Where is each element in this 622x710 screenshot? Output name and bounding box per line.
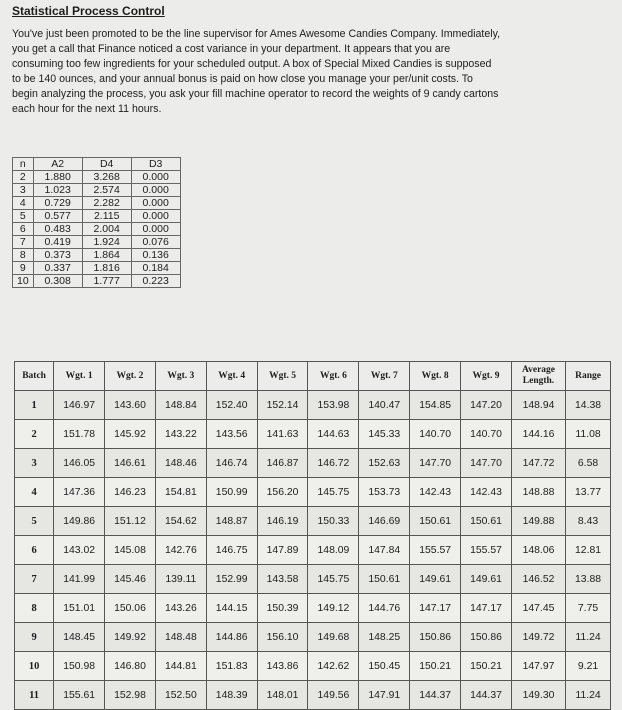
- batch-value-cell: 142.43: [410, 478, 461, 507]
- constants-cell: 5: [13, 210, 34, 223]
- constants-cell: 0.373: [33, 249, 82, 262]
- constants-row: [13, 197, 181, 210]
- batch-value-cell: 153.98: [308, 391, 359, 420]
- batch-value-cell: 148.45: [54, 623, 105, 652]
- batch-value-cell: 147.17: [461, 594, 512, 623]
- batch-number-cell: 4: [15, 478, 54, 507]
- batch-number-cell: 11: [15, 681, 54, 710]
- constants-cell: 0.308: [33, 275, 82, 288]
- batch-value-cell: 148.87: [206, 507, 257, 536]
- constants-cell: 0.577: [33, 210, 82, 223]
- batch-number-cell: 1: [15, 391, 54, 420]
- constants-cell: 2.282: [82, 197, 131, 210]
- constants-header-row: [13, 158, 181, 171]
- batch-value-cell: 151.01: [54, 594, 105, 623]
- batch-value-cell: 146.19: [257, 507, 308, 536]
- constants-cell: 7: [13, 236, 34, 249]
- batch-value-cell: 154.81: [155, 478, 206, 507]
- batch-value-cell: 144.15: [206, 594, 257, 623]
- batch-value-cell: 156.20: [257, 478, 308, 507]
- control-chart-constants-table: [12, 157, 181, 288]
- batch-value-cell: 150.61: [359, 565, 410, 594]
- batch-value-cell: 152.14: [257, 391, 308, 420]
- batch-number-cell: 5: [15, 507, 54, 536]
- batch-row: [15, 681, 611, 710]
- constants-cell: 9: [13, 262, 34, 275]
- batch-value-cell: 147.20: [461, 391, 512, 420]
- batch-value-cell: 147.45: [511, 594, 565, 623]
- batch-header-cell: Wgt. 1: [54, 362, 105, 391]
- batch-number-cell: 2: [15, 420, 54, 449]
- batch-header-cell: Average Length.: [511, 362, 565, 391]
- batch-value-cell: 143.86: [257, 652, 308, 681]
- batch-number-cell: 9: [15, 623, 54, 652]
- batch-value-cell: 143.60: [105, 391, 156, 420]
- batch-header-cell: Wgt. 6: [308, 362, 359, 391]
- batch-value-cell: 141.63: [257, 420, 308, 449]
- constants-row: [13, 184, 181, 197]
- batch-value-cell: 144.81: [155, 652, 206, 681]
- batch-header-cell: Wgt. 7: [359, 362, 410, 391]
- batch-number-cell: 6: [15, 536, 54, 565]
- batch-value-cell: 147.91: [359, 681, 410, 710]
- batch-value-cell: 151.78: [54, 420, 105, 449]
- batch-value-cell: 147.84: [359, 536, 410, 565]
- batch-value-cell: 146.80: [105, 652, 156, 681]
- batch-value-cell: 140.70: [461, 420, 512, 449]
- batch-value-cell: 151.12: [105, 507, 156, 536]
- batch-value-cell: 147.89: [257, 536, 308, 565]
- batch-value-cell: 148.25: [359, 623, 410, 652]
- intro-paragraph: [12, 27, 612, 117]
- constants-cell: 10: [13, 275, 34, 288]
- batch-value-cell: 144.16: [511, 420, 565, 449]
- constants-cell: 2: [13, 171, 34, 184]
- page-title: Statistical Process Control: [12, 4, 165, 18]
- batch-value-cell: 150.33: [308, 507, 359, 536]
- batch-value-cell: 145.75: [308, 565, 359, 594]
- batch-value-cell: 149.86: [54, 507, 105, 536]
- batch-value-cell: 149.61: [461, 565, 512, 594]
- constants-cell: 8: [13, 249, 34, 262]
- batch-value-cell: 146.87: [257, 449, 308, 478]
- batch-value-cell: 148.88: [511, 478, 565, 507]
- constants-cell: 2.004: [82, 223, 131, 236]
- batch-value-cell: 149.92: [105, 623, 156, 652]
- batch-header-cell: Wgt. 2: [105, 362, 156, 391]
- batch-header-cell: Wgt. 3: [155, 362, 206, 391]
- batch-weights-table: [14, 361, 611, 710]
- batch-value-cell: 150.06: [105, 594, 156, 623]
- batch-value-cell: 152.99: [206, 565, 257, 594]
- batch-value-cell: 11.24: [566, 681, 611, 710]
- constants-row: [13, 223, 181, 236]
- batch-value-cell: 144.37: [410, 681, 461, 710]
- batch-value-cell: 144.76: [359, 594, 410, 623]
- batch-row: [15, 478, 611, 507]
- constants-cell: 0.419: [33, 236, 82, 249]
- batch-value-cell: 150.21: [461, 652, 512, 681]
- batch-body: [15, 391, 611, 710]
- constants-cell: 0.076: [131, 236, 180, 249]
- batch-row: [15, 536, 611, 565]
- constants-row: [13, 262, 181, 275]
- constants-cell: 0.337: [33, 262, 82, 275]
- batch-value-cell: 144.37: [461, 681, 512, 710]
- batch-value-cell: 150.86: [410, 623, 461, 652]
- constants-cell: 0.000: [131, 197, 180, 210]
- constants-cell: 0.729: [33, 197, 82, 210]
- batch-number-cell: 7: [15, 565, 54, 594]
- batch-row: [15, 565, 611, 594]
- batch-value-cell: 150.61: [461, 507, 512, 536]
- constants-cell: 0.000: [131, 184, 180, 197]
- batch-value-cell: 149.30: [511, 681, 565, 710]
- batch-value-cell: 148.48: [155, 623, 206, 652]
- batch-value-cell: 150.21: [410, 652, 461, 681]
- constants-cell: 1.880: [33, 171, 82, 184]
- batch-value-cell: 149.12: [308, 594, 359, 623]
- batch-value-cell: 149.68: [308, 623, 359, 652]
- batch-value-cell: 143.02: [54, 536, 105, 565]
- batch-value-cell: 145.46: [105, 565, 156, 594]
- batch-value-cell: 146.69: [359, 507, 410, 536]
- batch-value-cell: 148.39: [206, 681, 257, 710]
- batch-header-cell: Range: [566, 362, 611, 391]
- constants-row: [13, 171, 181, 184]
- batch-value-cell: 9.21: [566, 652, 611, 681]
- intro-line: You've just been promoted to be the line supervisor for Ames Awesome Candies Company. Immediately,: [12, 28, 501, 40]
- batch-value-cell: 6.58: [566, 449, 611, 478]
- constants-cell: 0.000: [131, 171, 180, 184]
- constants-cell: 1.023: [33, 184, 82, 197]
- batch-value-cell: 150.61: [410, 507, 461, 536]
- batch-value-cell: 147.70: [410, 449, 461, 478]
- batch-value-cell: 150.99: [206, 478, 257, 507]
- constants-cell: 3.268: [82, 171, 131, 184]
- batch-header-row: [15, 362, 611, 391]
- constants-cell: 2.115: [82, 210, 131, 223]
- batch-number-cell: 3: [15, 449, 54, 478]
- batch-value-cell: 148.94: [511, 391, 565, 420]
- batch-value-cell: 147.72: [511, 449, 565, 478]
- batch-value-cell: 140.70: [410, 420, 461, 449]
- batch-number-cell: 8: [15, 594, 54, 623]
- batch-value-cell: 148.06: [511, 536, 565, 565]
- batch-value-cell: 149.61: [410, 565, 461, 594]
- batch-value-cell: 147.36: [54, 478, 105, 507]
- batch-value-cell: 155.57: [461, 536, 512, 565]
- batch-value-cell: 151.83: [206, 652, 257, 681]
- batch-value-cell: 142.62: [308, 652, 359, 681]
- batch-value-cell: 145.92: [105, 420, 156, 449]
- constants-cell: 2.574: [82, 184, 131, 197]
- batch-value-cell: 7.75: [566, 594, 611, 623]
- batch-value-cell: 152.50: [155, 681, 206, 710]
- constants-cell: 1.864: [82, 249, 131, 262]
- constants-cell: 6: [13, 223, 34, 236]
- batch-value-cell: 143.58: [257, 565, 308, 594]
- batch-value-cell: 152.63: [359, 449, 410, 478]
- batch-value-cell: 150.39: [257, 594, 308, 623]
- batch-value-cell: 145.33: [359, 420, 410, 449]
- batch-value-cell: 150.45: [359, 652, 410, 681]
- constants-cell: 1.816: [82, 262, 131, 275]
- batch-value-cell: 147.70: [461, 449, 512, 478]
- constants-row: [13, 249, 181, 262]
- batch-value-cell: 146.61: [105, 449, 156, 478]
- batch-row: [15, 623, 611, 652]
- batch-value-cell: 143.56: [206, 420, 257, 449]
- constants-cell: 0.136: [131, 249, 180, 262]
- constants-header-a2: A2: [33, 158, 82, 171]
- batch-value-cell: 149.56: [308, 681, 359, 710]
- batch-value-cell: 146.74: [206, 449, 257, 478]
- constants-cell: 4: [13, 197, 34, 210]
- batch-value-cell: 146.97: [54, 391, 105, 420]
- constants-cell: 0.223: [131, 275, 180, 288]
- constants-row: [13, 210, 181, 223]
- intro-line: consuming too few ingredients for your scheduled output. A box of Special Mixed Candies is supposed: [12, 58, 492, 70]
- constants-cell: 0.483: [33, 223, 82, 236]
- batch-value-cell: 142.76: [155, 536, 206, 565]
- batch-row: [15, 449, 611, 478]
- batch-value-cell: 141.99: [54, 565, 105, 594]
- batch-value-cell: 149.72: [511, 623, 565, 652]
- batch-value-cell: 146.05: [54, 449, 105, 478]
- constants-cell: 0.184: [131, 262, 180, 275]
- batch-value-cell: 146.75: [206, 536, 257, 565]
- batch-value-cell: 152.40: [206, 391, 257, 420]
- batch-value-cell: 143.26: [155, 594, 206, 623]
- batch-value-cell: 145.08: [105, 536, 156, 565]
- intro-line: to be 140 ounces, and your annual bonus is paid on how close you manage your per/unit costs. To: [12, 73, 473, 85]
- batch-header-cell: Wgt. 4: [206, 362, 257, 391]
- batch-value-cell: 144.86: [206, 623, 257, 652]
- batch-value-cell: 150.98: [54, 652, 105, 681]
- batch-value-cell: 140.47: [359, 391, 410, 420]
- batch-header-cell: Wgt. 5: [257, 362, 308, 391]
- batch-value-cell: 148.46: [155, 449, 206, 478]
- constants-cell: 3: [13, 184, 34, 197]
- batch-value-cell: 155.57: [410, 536, 461, 565]
- batch-value-cell: 148.01: [257, 681, 308, 710]
- batch-value-cell: 156.10: [257, 623, 308, 652]
- batch-row: [15, 420, 611, 449]
- batch-value-cell: 149.88: [511, 507, 565, 536]
- batch-row: [15, 652, 611, 681]
- constants-row: [13, 236, 181, 249]
- batch-value-cell: 11.24: [566, 623, 611, 652]
- batch-value-cell: 11.08: [566, 420, 611, 449]
- batch-value-cell: 154.62: [155, 507, 206, 536]
- intro-line: you get a call that Finance noticed a cost variance in your department. It appears that you are: [12, 43, 451, 55]
- batch-value-cell: 145.75: [308, 478, 359, 507]
- batch-value-cell: 13.88: [566, 565, 611, 594]
- batch-value-cell: 150.86: [461, 623, 512, 652]
- constants-row: [13, 275, 181, 288]
- intro-line: begin analyzing the process, you ask your fill machine operator to record the weights of 9 candy cartons: [12, 88, 499, 100]
- batch-row: [15, 391, 611, 420]
- batch-value-cell: 147.97: [511, 652, 565, 681]
- constants-header-n: n: [13, 158, 34, 171]
- batch-value-cell: 152.98: [105, 681, 156, 710]
- batch-row: [15, 507, 611, 536]
- constants-cell: 0.000: [131, 223, 180, 236]
- constants-header-d4: D4: [82, 158, 131, 171]
- batch-value-cell: 154.85: [410, 391, 461, 420]
- batch-value-cell: 146.52: [511, 565, 565, 594]
- constants-cell: 0.000: [131, 210, 180, 223]
- batch-value-cell: 153.73: [359, 478, 410, 507]
- batch-row: [15, 594, 611, 623]
- batch-value-cell: 13.77: [566, 478, 611, 507]
- batch-value-cell: 155.61: [54, 681, 105, 710]
- batch-number-cell: 10: [15, 652, 54, 681]
- batch-value-cell: 14.38: [566, 391, 611, 420]
- batch-value-cell: 144.63: [308, 420, 359, 449]
- constants-header-d3: D3: [131, 158, 180, 171]
- constants-body: [13, 171, 181, 288]
- batch-header-cell: Wgt. 9: [461, 362, 512, 391]
- batch-value-cell: 147.17: [410, 594, 461, 623]
- intro-line: each hour for the next 11 hours.: [12, 103, 162, 115]
- constants-cell: 1.924: [82, 236, 131, 249]
- batch-value-cell: 148.84: [155, 391, 206, 420]
- batch-value-cell: 139.11: [155, 565, 206, 594]
- batch-value-cell: 143.22: [155, 420, 206, 449]
- batch-header-cell: Wgt. 8: [410, 362, 461, 391]
- batch-header-cell: Batch: [15, 362, 54, 391]
- batch-value-cell: 8.43: [566, 507, 611, 536]
- constants-cell: 1.777: [82, 275, 131, 288]
- batch-value-cell: 12.81: [566, 536, 611, 565]
- batch-value-cell: 146.72: [308, 449, 359, 478]
- batch-value-cell: 148.09: [308, 536, 359, 565]
- batch-value-cell: 142.43: [461, 478, 512, 507]
- batch-value-cell: 146.23: [105, 478, 156, 507]
